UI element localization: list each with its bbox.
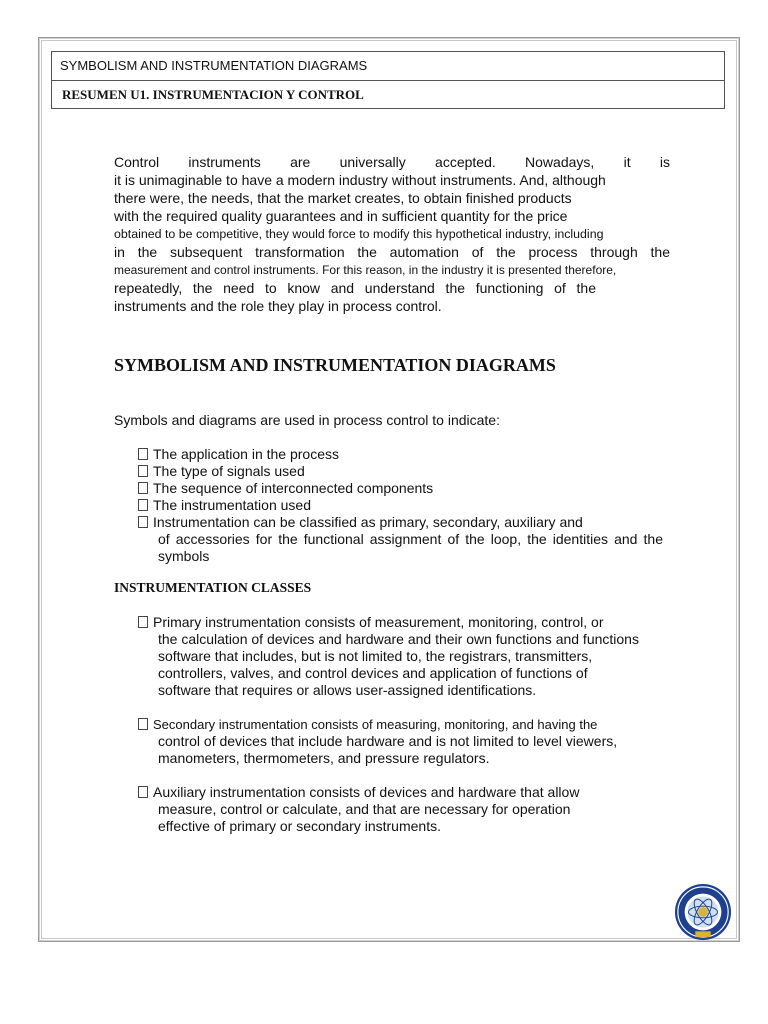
intro-line: obtained to be competitive, they would force to modify this hypothetical industry, including (114, 227, 604, 241)
list-item: The instrumentation used (138, 497, 678, 514)
intro-line: it is unimaginable to have a modern industry without instruments. And, although (114, 172, 606, 188)
intro-line: in the subsequent transformation the automation of the process through the (114, 244, 670, 260)
intro-line: with the required quality guarantees and in sufficient quantity for the price (114, 208, 568, 224)
checkbox-glyph-icon (138, 465, 148, 477)
lead-text: Symbols and diagrams are used in process control to indicate: (114, 412, 500, 428)
classes-heading: INSTRUMENTATION CLASSES (114, 580, 312, 595)
list-item-continuation: of accessories for the functional assignment of the loop, the identities and the (158, 531, 663, 547)
list-item-continuation: symbols (158, 548, 210, 564)
header-subtitle: RESUMEN U1. INSTRUMENTACION Y CONTROL (62, 87, 364, 102)
document-header (51, 51, 725, 109)
checkbox-glyph-icon (138, 482, 148, 494)
header-title: SYMBOLISM AND INSTRUMENTATION DIAGRAMS (52, 52, 724, 81)
uses-list (138, 446, 678, 565)
checkbox-glyph-icon (138, 616, 148, 628)
section-heading: SYMBOLISM AND INSTRUMENTATION DIAGRAMS (114, 355, 556, 375)
institution-seal-icon (674, 883, 732, 941)
checkbox-glyph-icon (138, 786, 148, 798)
list-item: Instrumentation can be classified as primary, secondary, auxiliary and (138, 514, 678, 531)
checkbox-glyph-icon (138, 448, 148, 460)
intro-line: measurement and control instruments. For this reason, in the industry it is presented therefore, (114, 263, 617, 277)
intro-line: instruments and the role they play in process control. (114, 298, 442, 314)
intro-line: Control instruments are universally accepted. Nowadays, it is (114, 154, 670, 170)
intro-line: repeatedly, the need to know and understand the functioning of the (114, 280, 596, 296)
list-item: The application in the process (138, 446, 678, 463)
intro-line: there were, the needs, that the market creates, to obtain finished products (114, 190, 572, 206)
checkbox-glyph-icon (138, 516, 148, 528)
checkbox-glyph-icon (138, 499, 148, 511)
list-item: The type of signals used (138, 463, 678, 480)
list-item: The sequence of interconnected components (138, 480, 678, 497)
secondary-instrumentation-item: Secondary instrumentation consists of measuring, monitoring, and having the control of devices that include hardware and is not limited to level viewers, manometers, thermometers, and pressure regulators. (138, 716, 673, 767)
primary-instrumentation-item: Primary instrumentation consists of measurement, monitoring, control, or the calculation of devices and hardware and their own functions and functions software that includes, but is not limited to, the registrars, transmitters, controllers, valves, and control devices and application of functions of software that requires or allows user-assigned identifications. (138, 614, 673, 699)
checkbox-glyph-icon (138, 718, 148, 730)
intro-paragraph (114, 153, 670, 315)
auxiliary-instrumentation-item: Auxiliary instrumentation consists of devices and hardware that allow measure, control or calculate, and that are necessary for operation effective of primary or secondary instruments. (138, 784, 673, 835)
